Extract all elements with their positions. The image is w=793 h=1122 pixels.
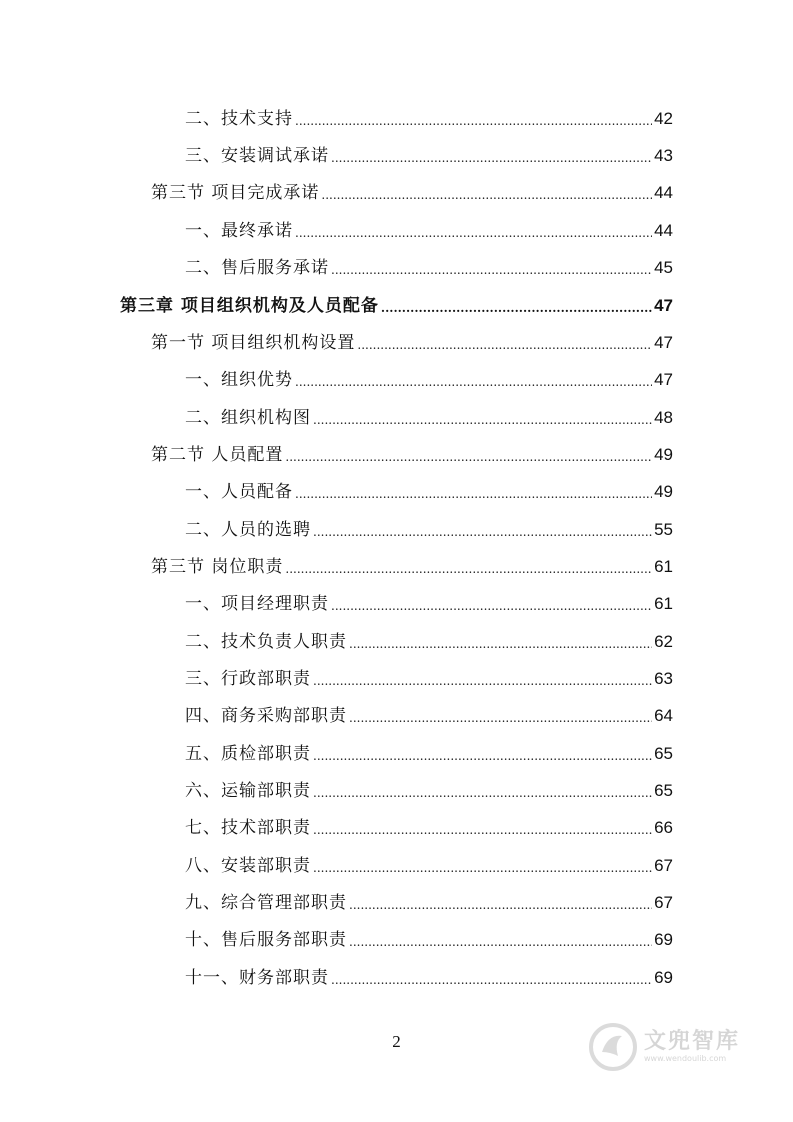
toc-leader-dots [349,636,652,653]
toc-entry-page: 65 [654,744,673,763]
toc-leader-dots [313,822,652,839]
toc-entry[interactable] [185,137,673,167]
toc-leader-dots [285,449,652,466]
toc-entry-page: 67 [654,893,673,912]
toc-entry[interactable] [185,100,673,130]
toc-entry-title: 一、最终承诺 [185,221,293,241]
toc-entry-page: 63 [654,669,673,688]
toc-entry-page: 69 [654,930,673,949]
toc-leader-dots [331,972,652,989]
toc-entry-page: 64 [654,706,673,725]
toc-entry[interactable] [151,548,673,578]
toc-entry-title: 九、综合管理部职责 [185,893,347,913]
toc-leader-dots [381,300,652,317]
toc-entry-page: 66 [654,818,673,837]
toc-entry-title: 二、售后服务承诺 [185,258,329,278]
watermark-text [644,1030,740,1064]
toc-entry-title: 一、人员配备 [185,482,293,502]
toc-leader-dots [313,785,652,802]
toc-entry-title: 五、质检部职责 [185,744,311,764]
toc-entry-title: 第一节 项目组织机构设置 [151,333,356,353]
toc-entry-page: 47 [654,333,673,352]
toc-entry-page: 44 [654,221,673,240]
toc-leader-dots [295,374,652,391]
watermark-logo-icon [588,1022,638,1072]
toc-leader-dots [313,412,652,429]
toc-entry[interactable] [151,436,673,466]
toc-entry-title: 一、项目经理职责 [185,594,329,614]
toc-entry-title: 第三节 项目完成承诺 [151,183,320,203]
toc-leader-dots [349,934,652,951]
toc-entry-page: 45 [654,258,673,277]
toc-entry[interactable] [151,324,673,354]
toc-entry[interactable] [185,585,673,615]
toc-entry-page: 43 [654,146,673,165]
toc-entry-title: 三、安装调试承诺 [185,146,329,166]
toc-entry[interactable] [185,809,673,839]
toc-entry-title: 二、组织机构图 [185,408,311,428]
toc-entry-title: 第三章 项目组织机构及人员配备 [120,296,379,316]
toc-entry-page: 62 [654,632,673,651]
toc-entry-page: 48 [654,408,673,427]
toc-entry[interactable] [185,697,673,727]
toc-entry-title: 二、技术支持 [185,109,293,129]
toc-entry-title: 二、人员的选聘 [185,520,311,540]
toc-entry[interactable] [185,660,673,690]
toc-entry[interactable] [185,847,673,877]
toc-entry[interactable] [151,174,673,204]
toc-leader-dots [313,748,652,765]
toc-entry-title: 二、技术负责人职责 [185,632,347,652]
toc-entry-page: 65 [654,781,673,800]
toc-entry-page: 69 [654,968,673,987]
watermark [588,1020,763,1074]
toc-leader-dots [321,187,652,204]
toc-entry-page: 44 [654,183,673,202]
toc-entry-page: 47 [654,370,673,389]
toc-leader-dots [285,561,652,578]
toc-entry-chapter[interactable] [120,287,673,317]
toc-leader-dots [313,524,652,541]
toc-leader-dots [295,113,652,130]
toc-entry-page: 67 [654,856,673,875]
toc-entry[interactable] [185,399,673,429]
toc-leader-dots [331,150,652,167]
toc-leader-dots [331,262,652,279]
toc-entry[interactable] [185,884,673,914]
toc-entry-page: 42 [654,109,673,128]
toc-entry-title: 十一、财务部职责 [185,968,329,988]
toc-leader-dots [331,598,652,615]
toc-leader-dots [357,337,652,354]
toc-entry[interactable] [185,473,673,503]
toc-entry-title: 一、组织优势 [185,370,293,390]
toc-entry-page: 49 [654,482,673,501]
toc-leader-dots [349,710,652,727]
toc-entry-page: 61 [654,557,673,576]
toc-leader-dots [349,897,652,914]
toc-entry[interactable] [185,623,673,653]
toc-entry-title: 八、安装部职责 [185,856,311,876]
toc-entry[interactable] [185,959,673,989]
toc-entry-page: 49 [654,445,673,464]
toc-entry[interactable] [185,249,673,279]
toc-entry-title: 四、商务采购部职责 [185,706,347,726]
page-number: 2 [392,1032,401,1051]
toc-entry-title: 第三节 岗位职责 [151,557,284,577]
toc-entry[interactable] [185,921,673,951]
toc-entry-title: 七、技术部职责 [185,818,311,838]
toc-entry[interactable] [185,361,673,391]
watermark-subtitle: www.wendoulib.com [644,1054,727,1063]
toc-entry-title: 十、售后服务部职责 [185,930,347,950]
toc-leader-dots [313,673,652,690]
toc-entry-title: 三、行政部职责 [185,669,311,689]
toc-entry-page: 55 [654,520,673,539]
toc-entry[interactable] [185,772,673,802]
toc-entry[interactable] [185,212,673,242]
toc-entry-title: 六、运输部职责 [185,781,311,801]
toc-leader-dots [295,486,652,503]
toc-leader-dots [313,860,652,877]
toc-entry-page: 47 [654,296,673,315]
toc-leader-dots [295,225,652,242]
watermark-title: 文兜智库 [644,1029,741,1054]
toc-entry-page: 61 [654,594,673,613]
toc-entry[interactable] [185,735,673,765]
toc-entry-title: 第二节 人员配置 [151,445,284,465]
toc-entry[interactable] [185,511,673,541]
